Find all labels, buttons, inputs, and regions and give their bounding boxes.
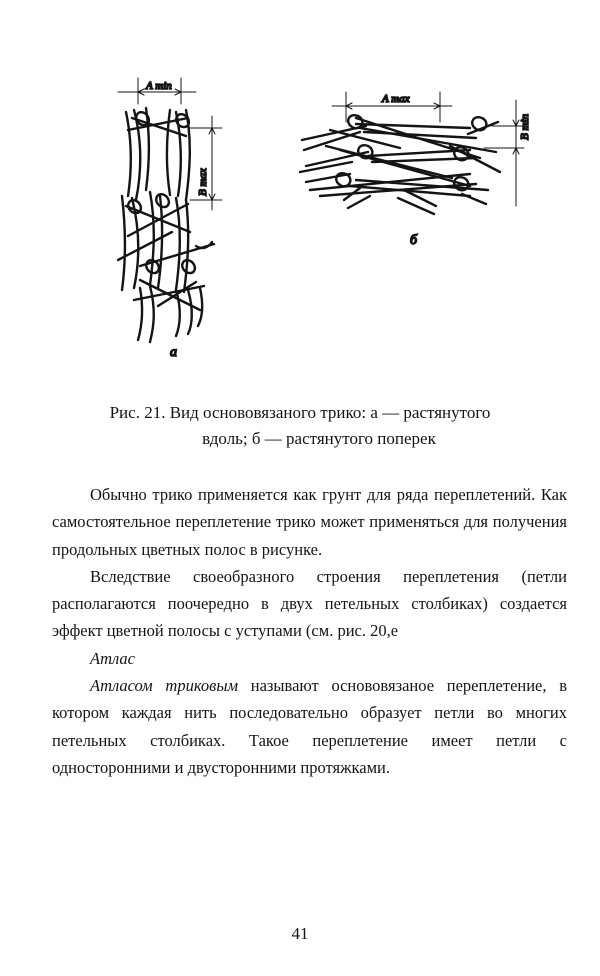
b-max-label: B max bbox=[197, 168, 209, 196]
a-min-label: A min bbox=[146, 80, 172, 92]
section-heading: Атлас bbox=[90, 648, 135, 668]
subfigure-b-label: б bbox=[410, 233, 418, 248]
paragraph-3 bbox=[52, 672, 567, 781]
subfigure-a-label: а bbox=[170, 345, 177, 360]
diagram-a bbox=[118, 78, 222, 360]
caption-line-2: вдоль; б — растянутого поперек bbox=[202, 429, 436, 448]
body-text bbox=[52, 481, 567, 781]
paragraph-3-rest: называют основовязаное переплетение, в котором каждая нить последовательно образует петли во многих петельных столбиках. Такое переплетение имеет петли с односторонними и двусторонними протяжками. bbox=[52, 676, 568, 777]
paragraph-1: Обычно трико применяется как грунт для ряда переплетений. Как самостоятельное переплетение трико может применяться для получения продольных цветных полос в рисунке. bbox=[52, 485, 567, 559]
diagram-b bbox=[300, 92, 531, 248]
b-min-label: B min bbox=[519, 114, 531, 140]
a-max-label: A max bbox=[382, 93, 410, 105]
knit-diagrams bbox=[0, 0, 600, 390]
figure-21 bbox=[0, 0, 600, 390]
page-number: 41 bbox=[291, 924, 309, 943]
figure-caption bbox=[40, 400, 560, 452]
paragraph-2: Вследствие своеобразного строения переплетения (петли располагаются поочередно в двух петельных столбиках) создается эффект цветной полосы с уступами (см. рис. 20,е bbox=[52, 566, 567, 641]
term-atlas-tricot: Атласом триковым bbox=[90, 676, 239, 696]
caption-line-1: Рис. 21. Вид основовязаного трико: а — растянутого bbox=[109, 403, 491, 422]
